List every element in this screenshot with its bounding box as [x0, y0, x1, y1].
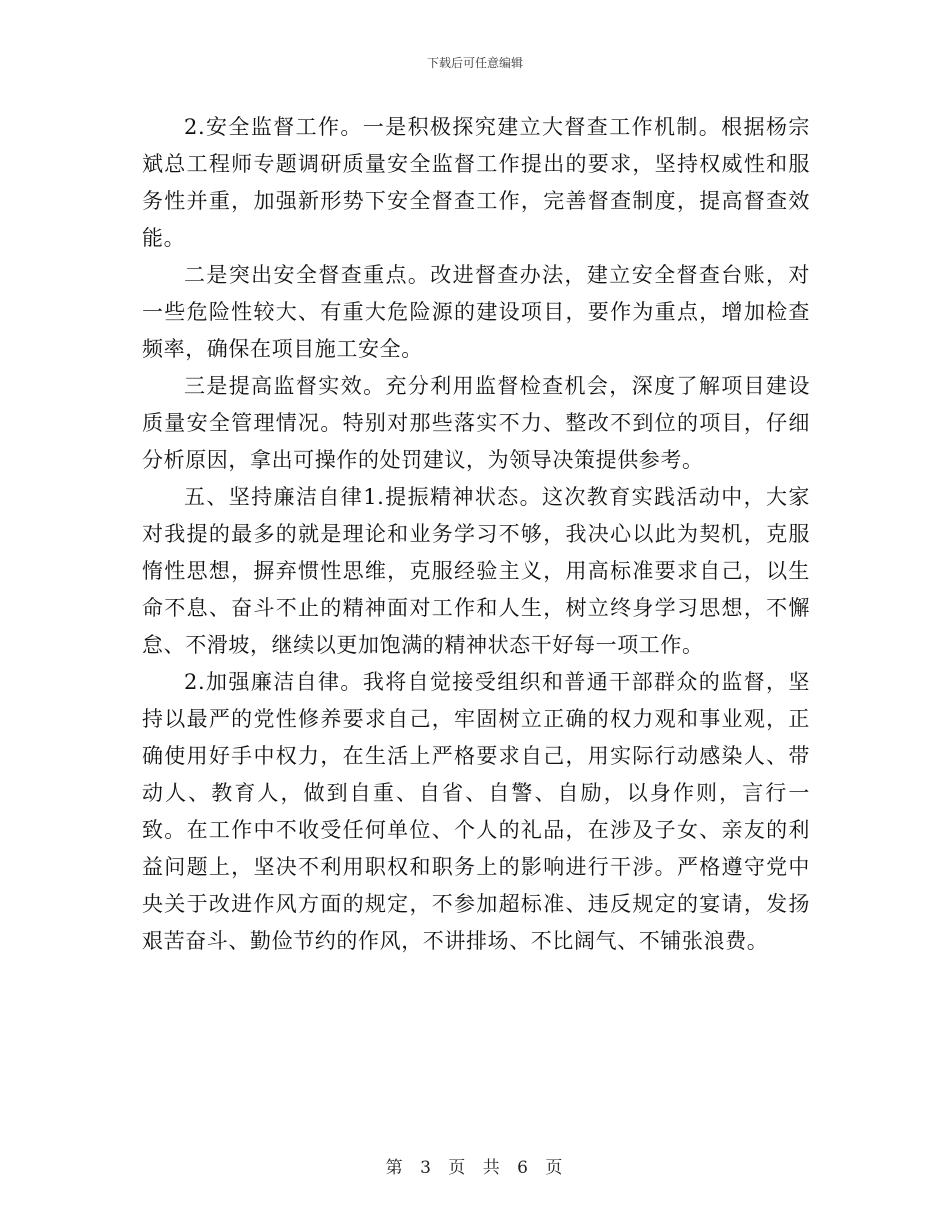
paragraph-supervision-effectiveness: 三是提高监督实效。充分利用监督检查机会，深度了解项目建设质量安全管理情况。特别对那些落实不力、整改不到位的项目，仔细分析原因，拿出可操作的处罚建议，为领导决策提供参考。: [142, 374, 810, 472]
paragraph-integrity-spirit: 五、坚持廉洁自律1.提振精神状态。这次教育实践活动中，大家对我提的最多的就是理论和业务学习不够，我决心以此为契机，克服惰性思想，摒弃惯性思维，克服经验主义，用高标准要求自己，以生命不息、奋斗不止的精神面对工作和人生，树立终身学习思想，不懈怠、不滑坡，继续以更加饱满的精神状态干好每一项工作。: [142, 485, 810, 657]
page-number-footer: 第 3 页 共 6 页: [385, 1158, 565, 1178]
paragraph-safety-supervision: 2.安全监督工作。一是积极探究建立大督查工作机制。根据杨宗斌总工程师专题调研质量安全监督工作提出的要求，坚持权威性和服务性并重，加强新形势下安全督查工作，完善督查制度，提高督查效能。: [142, 115, 810, 250]
page-header: 下载后可任意编辑: [426, 56, 523, 70]
document-body: [142, 109, 810, 960]
paragraph-integrity-self-discipline: 2.加强廉洁自律。我将自觉接受组织和普通干部群众的监督，坚持以最严的党性修养要求自己，牢固树立正确的权力观和事业观，正确使用好手中权力，在生活上严格要求自己，用实际行动感染人、带动人、教育人，做到自重、自省、自警、自励，以身作则，言行一致。在工作中不收受任何单位、个人的礼品，在涉及子女、亲友的利益问题上，坚决不利用职权和职务上的影响进行干涉。严格遵守党中央关于改进作风方面的规定，不参加超标准、违反规定的宴请，发扬艰苦奋斗、勤俭节约的作风，不讲排场、不比阔气、不铺张浪费。: [142, 670, 810, 953]
paragraph-inspection-focus: 二是突出安全督查重点。改进督查办法，建立安全督查台账，对一些危险性较大、有重大危险源的建设项目，要作为重点，增加检查频率，确保在项目施工安全。: [142, 263, 810, 361]
